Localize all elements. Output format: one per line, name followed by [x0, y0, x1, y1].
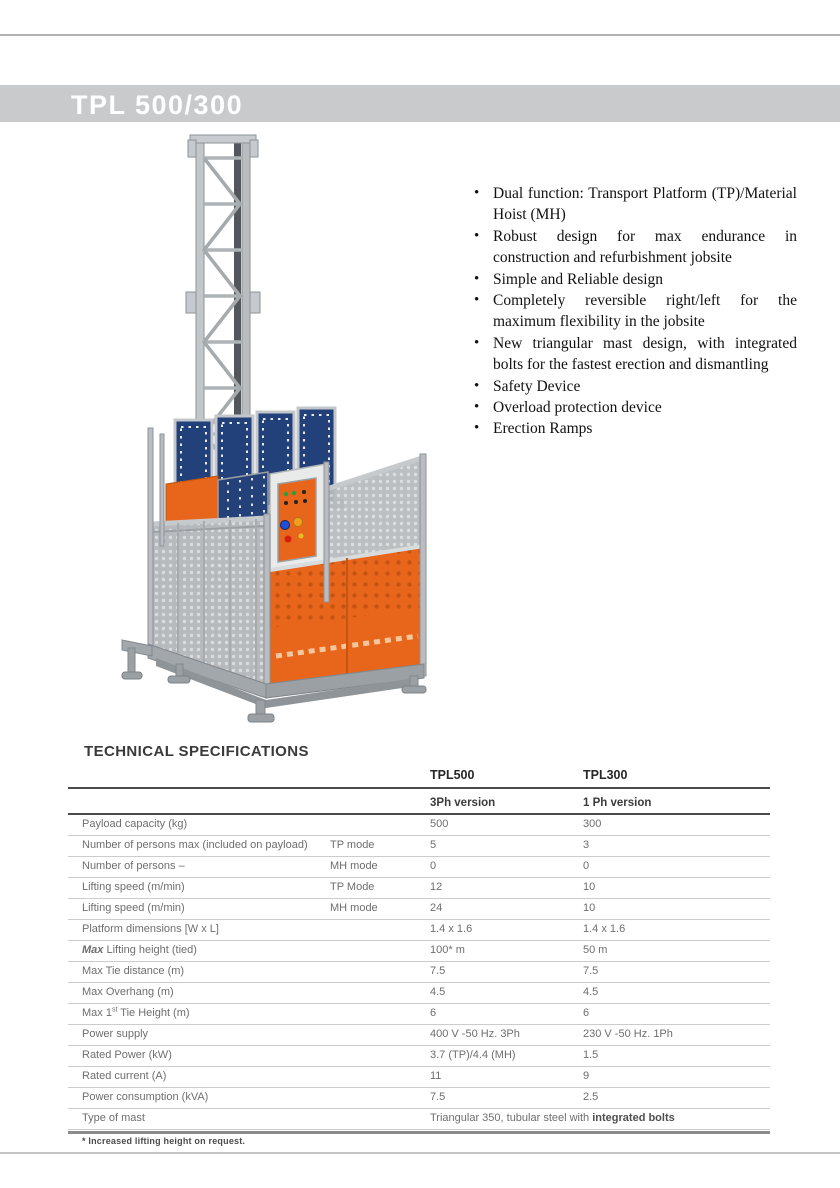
spec-row — [68, 1067, 770, 1088]
spec-value-tpl300: 10 — [583, 881, 596, 893]
spec-value-tpl500: 24 — [430, 902, 443, 914]
spec-label: Power consumption (kVA) — [82, 1091, 209, 1103]
feature-item: • Safety Device — [470, 376, 797, 397]
top-divider — [0, 34, 840, 36]
spec-row — [68, 899, 770, 920]
spec-row — [68, 878, 770, 899]
spec-label: Rated current (A) — [82, 1070, 167, 1082]
spec-row — [68, 962, 770, 983]
spec-value-tpl300: 50 m — [583, 944, 608, 956]
spec-table-columns — [68, 760, 770, 789]
spec-row — [68, 1004, 770, 1025]
spec-value-span: Triangular 350, tubular steel with integrated bolts — [430, 1112, 675, 1124]
column-header-tpl500: TPL500 — [430, 768, 475, 782]
feature-item: • Overload protection device — [470, 397, 797, 418]
version-tpl300: 1 Ph version — [583, 797, 652, 809]
spec-row — [68, 941, 770, 962]
feature-item: • Dual function: Transport Platform (TP)/Material Hoist (MH) — [470, 183, 797, 226]
spec-value-tpl500: 400 V -50 Hz. 3Ph — [430, 1028, 520, 1040]
spec-row — [68, 1046, 770, 1067]
spec-value-tpl500: 7.5 — [430, 965, 446, 977]
spec-label: Rated Power (kW) — [82, 1049, 172, 1061]
spec-label: Max Overhang (m) — [82, 986, 174, 998]
spec-label: Payload capacity (kg) — [82, 818, 188, 830]
spec-value-tpl300: 4.5 — [583, 986, 599, 998]
feature-item: • Robust design for max endurance in construction and refurbishment jobsite — [470, 226, 797, 269]
feature-list — [470, 183, 797, 440]
spec-mode: MH mode — [330, 902, 378, 914]
spec-value-tpl300: 300 — [583, 818, 602, 830]
bottom-divider — [0, 1152, 840, 1154]
spec-label: Power supply — [82, 1028, 149, 1040]
spec-row — [68, 815, 770, 836]
title-banner — [0, 85, 840, 122]
spec-row — [68, 1109, 770, 1130]
spec-value-tpl300: 2.5 — [583, 1091, 599, 1103]
spec-value-tpl500: 7.5 — [430, 1091, 446, 1103]
spec-value-tpl300: 3 — [583, 839, 590, 851]
version-tpl500: 3Ph version — [430, 797, 496, 809]
spec-table-body — [68, 815, 770, 1130]
spec-value-tpl300: 7.5 — [583, 965, 599, 977]
spec-value-tpl500: 500 — [430, 818, 449, 830]
spec-row — [68, 836, 770, 857]
feature-item: • New triangular mast design, with integrated bolts for the fastest erection and dismantling — [470, 333, 797, 376]
feature-item: • Simple and Reliable design — [470, 269, 797, 290]
spec-table-versions — [68, 789, 770, 815]
spec-label: Max Tie distance (m) — [82, 965, 185, 977]
spec-value-tpl300: 10 — [583, 902, 596, 914]
spec-row — [68, 920, 770, 941]
spec-value-tpl300: 1.4 x 1.6 — [583, 923, 626, 935]
spec-label: Platform dimensions [W x L] — [82, 923, 219, 935]
spec-label: Lifting speed (m/min) — [82, 881, 185, 893]
spec-row — [68, 983, 770, 1004]
machine-illustration — [118, 128, 468, 728]
column-header-tpl300: TPL300 — [583, 768, 628, 782]
spec-value-tpl300: 6 — [583, 1007, 590, 1019]
spec-row — [68, 857, 770, 878]
spec-row — [68, 1025, 770, 1046]
spec-label: Max 1st Tie Height (m) — [82, 1006, 190, 1019]
spec-value-tpl300: 230 V -50 Hz. 1Ph — [583, 1028, 673, 1040]
spec-value-tpl500: 1.4 x 1.6 — [430, 923, 473, 935]
spec-label: Type of mast — [82, 1112, 145, 1124]
spec-label: Max Lifting height (tied) — [82, 944, 197, 956]
specs-heading: TECHNICAL SPECIFICATIONS — [84, 743, 309, 760]
spec-value-tpl300: 9 — [583, 1070, 590, 1082]
spec-row — [68, 1088, 770, 1109]
spec-value-tpl300: 1.5 — [583, 1049, 599, 1061]
spec-value-tpl500: 4.5 — [430, 986, 446, 998]
spec-value-tpl300: 0 — [583, 860, 590, 872]
spec-label: Number of persons max (included on payload) — [82, 839, 308, 851]
page-title: TPL 500/300 — [71, 90, 244, 120]
spec-value-tpl500: 11 — [430, 1070, 442, 1082]
table-bottom-bar — [68, 1130, 770, 1134]
table-footnote: * Increased lifting height on request. — [82, 1136, 246, 1146]
feature-items — [470, 183, 797, 440]
spec-value-tpl500: 0 — [430, 860, 437, 872]
spec-mode: TP Mode — [330, 881, 375, 893]
spec-value-tpl500: 5 — [430, 839, 437, 851]
spec-table — [68, 760, 770, 1146]
feature-item: • Completely reversible right/left for the maximum flexibility in the jobsite — [470, 290, 797, 333]
spec-label: Number of persons – — [82, 860, 185, 872]
spec-label: Lifting speed (m/min) — [82, 902, 185, 914]
spec-value-tpl500: 12 — [430, 881, 443, 893]
spec-value-tpl500: 3.7 (TP)/4.4 (MH) — [430, 1049, 516, 1061]
feature-item: • Erection Ramps — [470, 418, 797, 439]
spec-value-tpl500: 100* m — [430, 944, 465, 956]
spec-mode: TP mode — [330, 839, 375, 851]
spec-mode: MH mode — [330, 860, 378, 872]
spec-value-tpl500: 6 — [430, 1007, 437, 1019]
